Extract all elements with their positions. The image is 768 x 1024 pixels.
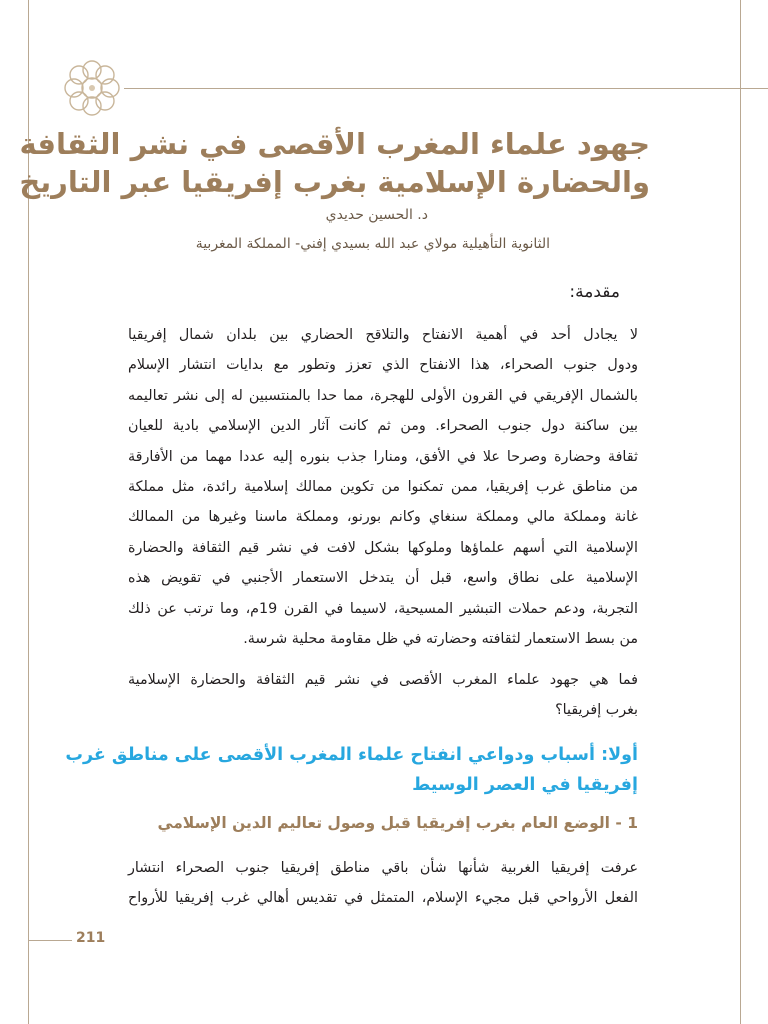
text-line: ثقافة وحضارة وصرحا علا في الأفق، ومنارا جذب بنوره إليه عددا مهما من الأفارقة <box>128 448 638 465</box>
right-margin-rule <box>740 0 741 1024</box>
subsection-heading: 1 - الوضع العام بغرب إفريقيا قبل وصول تعاليم الدين الإسلامي <box>157 814 638 832</box>
section-heading-line: أولا: أسباب ودواعي انفتاح علماء المغرب الأقصى على مناطق غرب <box>65 745 638 765</box>
text-line: الفعل الأرواحي قبل مجيء الإسلام، المتمثل في تقديس أهالي غرب إفريقيا للأرواح <box>128 890 638 907</box>
text-line: من بسط الاستعمار لثقافته وحضارته في ظل مقاومة محلية شرسة. <box>243 631 638 648</box>
page-number-rule <box>28 940 72 941</box>
author-name: د. الحسين حديدي <box>325 207 428 223</box>
intro-paragraph-1 <box>128 320 638 654</box>
text-line: بالشمال الإفريقي في القرون الأولى للهجرة، مما حدا بالمنتسبين له إلى نشر تعاليمه <box>128 387 638 404</box>
text-line: الإسلامية التي أسهم علماؤها وملوكها بشكل لافت في نشر قيم الثقافة والحضارة <box>128 539 638 556</box>
article-title-line-2: والحضارة الإسلامية بغرب إفريقيا عبر التاريخ <box>19 165 650 199</box>
text-line: غانة ومملكة مالي ومملكة سنغاي وكانم بورنو، ومملكة ماسنا وغيرها من الممالك <box>128 509 638 526</box>
text-line: الإسلامية على نطاق واسع، قبل أن يتدخل الاستعمار الأجنبي في تقويض هذه <box>128 570 638 587</box>
page-number: 211 <box>76 930 106 946</box>
author-affiliation: الثانوية التأهيلية مولاي عبد الله بسيدي إفني- المملكة المغربية <box>195 236 550 252</box>
text-line: عرفت إفريقيا الغربية شأنها شأن باقي مناطق إفريقيا جنوب الصحراء انتشار <box>128 860 638 876</box>
text-line: فما هي جهود علماء المغرب الأقصى في نشر قيم الثقافة والحضارة الإسلامية <box>128 672 638 688</box>
intro-heading: مقدمة: <box>569 282 620 302</box>
intro-paragraph-2 <box>128 665 638 726</box>
article-title-line-1: جهود علماء المغرب الأقصى في نشر الثقافة <box>19 127 650 161</box>
geometric-ornament-icon <box>56 52 128 124</box>
text-line: لا يجادل أحد في أهمية الانفتاح والتلاقح الحضاري بين بلدان شمال إفريقيا <box>128 327 638 343</box>
text-line: التجربة، ودعم حملات التبشير المسيحية، لاسيما في القرن 19م، وما ترتب عن ذلك <box>128 600 639 617</box>
header-rule <box>124 88 768 89</box>
section-paragraph <box>128 853 638 914</box>
text-line: من مناطق غرب إفريقيا، ممن تمكنوا من تكوين ممالك إسلامية رائدة، مثل مملكة <box>128 479 638 496</box>
text-line: ودول جنوب الصحراء، هذا الانفتاح الذي تعزز وتطور مع بدايات انتشار الإسلام <box>128 357 638 374</box>
text-line: بين ساكنة دول جنوب الصحراء. ومن ثم كانت آثار الدين الإسلامي بادية للعيان <box>128 418 638 435</box>
text-line: بغرب إفريقيا؟ <box>555 702 638 719</box>
section-heading <box>65 740 638 800</box>
section-heading-line: إفريقيا في العصر الوسيط <box>412 775 638 795</box>
